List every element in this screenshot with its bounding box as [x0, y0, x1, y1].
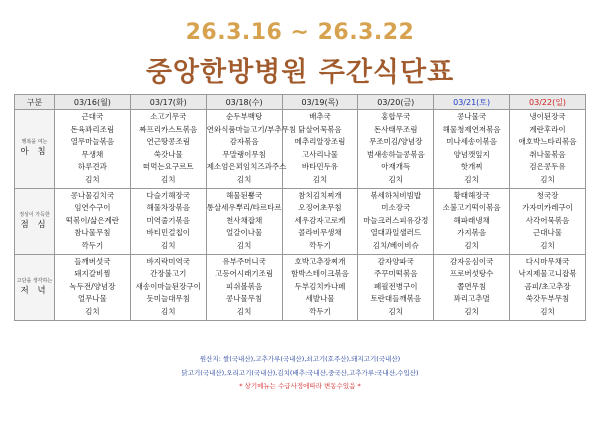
menu-item: 열대과일샐러드: [370, 228, 422, 238]
menu-item: 범섀송하늘콩볶음: [366, 149, 425, 159]
menu-cell: [282, 254, 358, 320]
menu-item: 청국장: [536, 190, 559, 200]
menu-item: 가지볶음: [457, 228, 487, 238]
menu-item: 폐필전병구이: [374, 281, 418, 291]
menu-item: 깍두기: [309, 240, 331, 250]
menu-item: 김치: [161, 174, 176, 184]
menu-item: 양념깻잎지: [453, 149, 490, 159]
menu-cell: [206, 254, 282, 320]
menu-item: 프로버섯탕수: [449, 269, 494, 279]
menu-item: 아재개득: [381, 162, 411, 172]
menu-item: 김치: [161, 306, 176, 316]
menu-item: 검은콩두유: [529, 162, 566, 172]
menu-cell: [206, 188, 282, 254]
menu-item: 홍합무국: [381, 112, 411, 121]
menu-item: 녹두전/양념장: [69, 281, 116, 291]
menu-item: 김치: [85, 174, 100, 184]
header-corner: 구분: [15, 95, 55, 110]
menu-item: 김치: [161, 240, 176, 250]
menu-item: 피쉬볼볶음: [225, 281, 263, 291]
menu-item: 콩나물국: [457, 112, 487, 121]
date-range: 26.3.16 ~ 26.3.22: [185, 20, 415, 45]
menu-item: 통살세우뿌리/타르타르: [206, 203, 282, 213]
menu-cell: [282, 188, 358, 254]
menu-item: 천사채잡채: [225, 215, 263, 225]
menu-item: 돗미늘대무침: [146, 294, 190, 304]
menu-cell: [55, 188, 131, 254]
menu-cell: [434, 110, 510, 189]
menu-item: 들깨버섯국: [74, 256, 111, 266]
menu-item: 가자미카레구이: [522, 203, 573, 213]
page-title: 중앙한방병원 주간식단표: [145, 57, 455, 88]
menu-item: 참치김치찌개: [298, 190, 342, 200]
meal-label: [15, 254, 55, 320]
menu-item: 메추리알장조림: [294, 137, 346, 147]
origin-info-line-2: 닭고기(국내산),오리고기(국내산),김치(배추:국내산,중국산,고추가루:국내산,수입산): [181, 369, 419, 377]
menu-cell: [55, 110, 131, 189]
menu-item: 근대국: [81, 112, 104, 121]
menu-item: 참나물무침: [74, 228, 111, 238]
menu-item: 김치: [540, 306, 555, 316]
menu-item: 바타민두유: [301, 162, 339, 172]
menu-item: 세우감자고로케: [294, 215, 346, 225]
meal-row: [15, 254, 586, 320]
menu-item: 김치: [388, 174, 404, 184]
menu-item: 해물차장볶음: [146, 203, 190, 213]
origin-info-line-1: 원산지: 쌀(국내산),고추가루(국내산),쇠고기(호주산),돼지고기(국내산): [199, 355, 401, 363]
menu-item: 깍두기: [309, 306, 331, 316]
meal-subtitle: 정성이 가득한: [19, 211, 50, 218]
menu-item: 콩나물김치국: [70, 190, 115, 200]
day-header: 03/20(금): [358, 95, 434, 110]
menu-item: 애호박느타리볶음: [518, 137, 577, 147]
menu-item: 배추국: [309, 112, 331, 121]
menu-item: 돈사태무조림: [374, 124, 418, 134]
menu-item: 제소엄은꾀임치즈과주스: [206, 162, 287, 172]
meal-label: [15, 188, 55, 254]
menu-item: 소불고기떡이볶음: [442, 203, 501, 213]
menu-item: 고사리나물: [301, 149, 339, 159]
menu-item: 김치: [85, 306, 100, 316]
menu-item: 핫개찌: [460, 162, 483, 172]
menu-item: 미역줄기볶음: [146, 215, 190, 225]
menu-item: 함박스테이크볶음: [290, 269, 349, 279]
menu-item: 토란대들깨볶음: [370, 294, 422, 304]
menu-item: 쫄면무침: [457, 281, 487, 291]
menu-item: 바지락미역국: [146, 256, 190, 266]
menu-item: 콜라비무생채: [298, 228, 342, 238]
menu-item: 감자볶음: [229, 137, 259, 147]
menu-item: 김치: [312, 174, 328, 184]
menu-item: 다시마무채국: [525, 256, 570, 266]
menu-cell: [282, 110, 358, 189]
menu-item: 얼갈이나물: [225, 228, 263, 238]
menu-item: 김치: [464, 240, 479, 250]
meal-name: 아 침: [20, 147, 49, 158]
menu-item: 오징어초무침: [298, 203, 342, 213]
menu-item: 김치: [464, 174, 479, 184]
menu-item: 김치: [540, 240, 555, 250]
menu-item: 떠먹는요구르트: [142, 162, 194, 172]
menu-item: 콩나물무침: [225, 294, 263, 304]
menu-item: 무말랭이무침: [222, 149, 266, 159]
menu-item: 꽈리고추멸: [453, 294, 490, 304]
menu-item: 해물청제연저볶음: [442, 124, 501, 134]
menu-item: 쑥갓두부무침: [525, 294, 570, 304]
menu-item: 열무마늘볶음: [70, 137, 115, 147]
menu-change-notice: * 상기메뉴는 수급사정에따라 변동수있음 *: [239, 382, 361, 390]
menu-cell: [130, 110, 206, 189]
menu-item: 닭살어묵볶음: [298, 124, 342, 134]
day-header: 03/18(수): [206, 95, 282, 110]
menu-item: 순두부백탕: [225, 112, 263, 121]
menu-item: 황태해장국: [453, 190, 490, 200]
menu-item: 마늘크러스피유강정: [363, 215, 429, 225]
menu-item: 낙지제물고니잡볶: [518, 269, 577, 279]
menu-item: 계란후라이: [529, 124, 566, 134]
menu-item: 김치: [236, 306, 252, 316]
menu-item: 얼무나물: [77, 294, 107, 304]
menu-cell: [206, 110, 297, 189]
menu-item: 냉이된장국: [529, 112, 566, 121]
menu-item: 간장불고기: [150, 269, 187, 279]
menu-cell: [55, 254, 131, 320]
menu-item: 김치: [540, 174, 555, 184]
menu-item: 무조미김/양념장: [369, 137, 423, 147]
menu-item: 연근땅콩조림: [146, 137, 190, 147]
menu-item: 볶세하처비빔밥: [370, 190, 422, 200]
menu-item: 김치/베이비슈: [372, 240, 419, 250]
menu-item: 김치: [464, 306, 479, 316]
menu-cell: [358, 110, 434, 189]
menu-cell: [130, 188, 206, 254]
day-header: 03/17(화): [130, 95, 206, 110]
meal-row: [15, 188, 586, 254]
menu-item: 주꾸미떡볶음: [374, 269, 418, 279]
meal-row: [15, 110, 586, 189]
menu-cell: [434, 188, 510, 254]
menu-item: 근대나물: [533, 228, 563, 238]
menu-cell: [510, 254, 586, 320]
menu-item: 소고기무국: [150, 112, 187, 121]
menu-item: 사각어묵볶음: [525, 215, 570, 225]
menu-item: 김치: [388, 306, 404, 316]
menu-item: 임연수구이: [74, 203, 111, 213]
menu-item: 감자양파국: [377, 256, 414, 266]
menu-cell: [358, 254, 434, 320]
weekly-menu-table: [14, 94, 586, 321]
menu-item: 바티민걸칩이: [146, 228, 190, 238]
menu-cell: [510, 188, 586, 254]
day-header: 03/16(월): [55, 95, 131, 110]
menu-item: 하루견과: [77, 162, 107, 172]
menu-item: 짜프리카스트볶음: [139, 124, 198, 134]
menu-item: 감자옹심이국: [449, 256, 494, 266]
menu-item: 떡볶이/삶은계란: [65, 215, 120, 225]
menu-item: 두부김치카나페: [294, 281, 346, 291]
day-header: 03/19(목): [282, 95, 358, 110]
menu-item: 돈육꽈리조림: [70, 124, 115, 134]
header-row: [15, 95, 586, 110]
menu-cell: [510, 110, 586, 189]
meal-name: 저 녁: [20, 285, 49, 296]
menu-item: 깍두기: [81, 240, 104, 250]
menu-item: 미소장국: [381, 203, 411, 213]
menu-item: 고등어시래기조림: [215, 269, 274, 279]
day-header-sunday: 03/22(일): [510, 95, 586, 110]
menu-item: 해물된뿜국: [225, 190, 263, 200]
menu-cell: [434, 254, 510, 320]
menu-item: 호박고추장찌개: [294, 256, 346, 266]
meal-subtitle: 고단을 생각하는: [16, 277, 53, 284]
meal-subtitle: 행복을 여는: [21, 139, 48, 146]
menu-item: 무생채: [81, 149, 104, 159]
menu-item: 다슬기해장국: [146, 190, 190, 200]
menu-item: 미나세송이볶음: [446, 137, 497, 147]
menu-item: 김치: [236, 240, 252, 250]
menu-item: 취나물볶음: [529, 149, 566, 159]
menu-item: 새송이마늘된장구이: [135, 281, 201, 291]
menu-item: 쑥갓나물: [153, 149, 183, 159]
menu-cell: [358, 188, 434, 254]
day-header-saturday: 03/21(토): [434, 95, 510, 110]
menu-cell: [130, 254, 206, 320]
menu-item: 김치: [236, 174, 252, 184]
menu-item: 곰피/초고추장: [524, 281, 571, 291]
menu-item: 연와식품마늘고기/부추무침: [206, 124, 297, 134]
meal-label: [15, 110, 55, 189]
menu-item: 유부주머니국: [222, 256, 266, 266]
meal-name: 점 심: [20, 219, 49, 230]
menu-item: 세발나물: [305, 294, 335, 304]
menu-item: 해파래냉채: [453, 215, 490, 225]
menu-item: 돼지갈비찜: [74, 269, 111, 279]
